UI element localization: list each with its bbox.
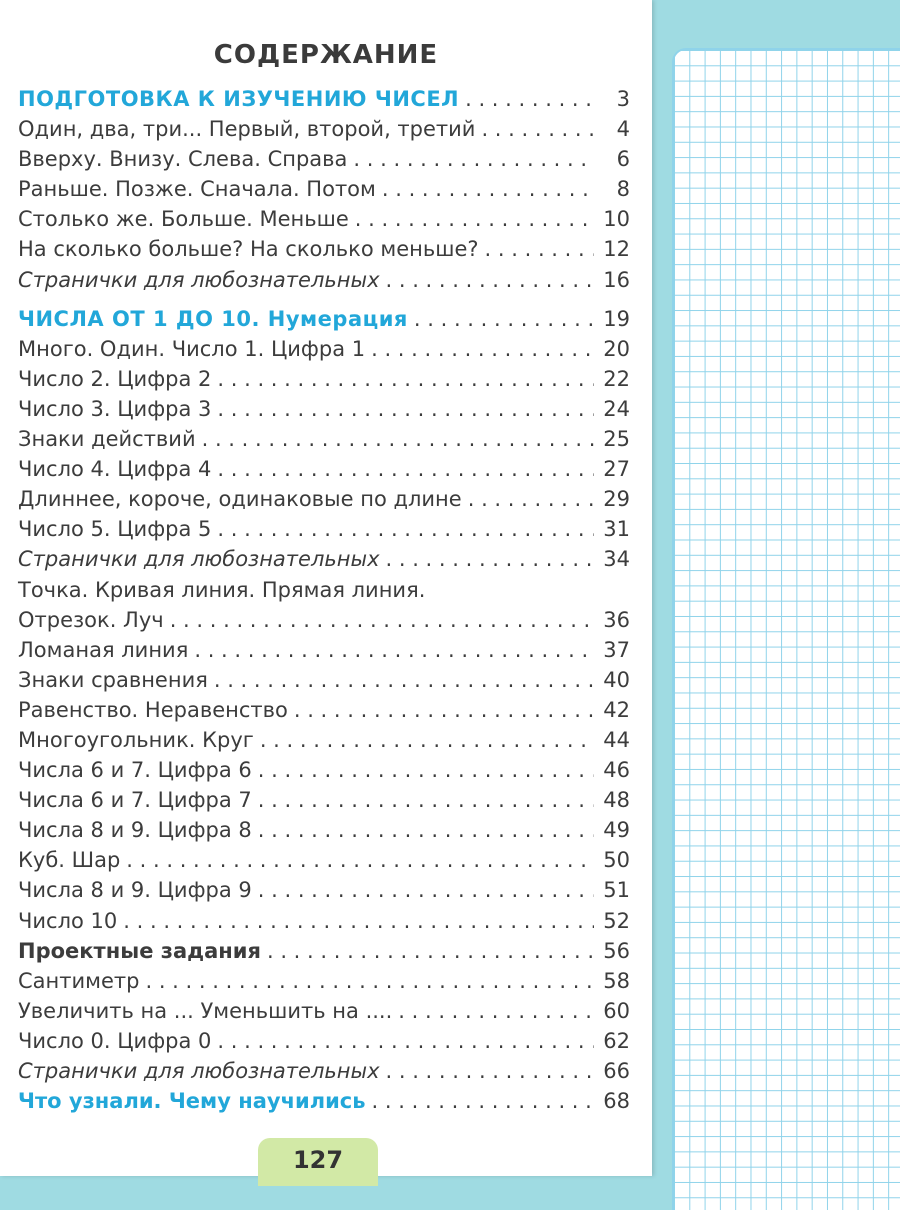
toc-entry-title: Числа 6 и 7. Цифра 7 xyxy=(18,788,252,813)
page-title: СОДЕРЖАНИЕ xyxy=(213,40,439,70)
dot-leader xyxy=(194,638,594,662)
dot-leader xyxy=(386,547,595,571)
toc-entry-title: Числа 6 и 7. Цифра 6 xyxy=(18,758,252,783)
toc-entry xyxy=(18,1059,630,1089)
toc-entry-page: 34 xyxy=(603,547,630,572)
toc-entry-title: Число 3. Цифра 3 xyxy=(18,396,212,421)
toc-entry-title: Многоугольник. Круг xyxy=(18,727,254,752)
toc-entry-title: Знаки сравнения xyxy=(18,667,208,692)
toc-entry-page: 25 xyxy=(603,427,630,452)
toc-entry-title: Странички для любознательных xyxy=(18,1059,380,1083)
toc-entry-page: 29 xyxy=(603,487,630,512)
dot-leader xyxy=(465,87,594,111)
toc-entry xyxy=(18,117,630,147)
dot-leader xyxy=(371,337,594,361)
toc-entry-title: Знаки действий xyxy=(18,427,196,452)
toc-entry-title: Раньше. Позже. Сначала. Потом xyxy=(18,177,376,202)
toc-entry-title: Ломаная линия xyxy=(18,637,189,662)
toc-entry xyxy=(18,177,630,207)
toc-entry-title: Вверху. Внизу. Слева. Справа xyxy=(18,147,348,172)
toc-entry xyxy=(18,87,630,117)
toc-entry xyxy=(18,969,630,999)
toc-entry-page: 12 xyxy=(603,237,630,262)
toc-entry-title: Числа 8 и 9. Цифра 9 xyxy=(18,878,252,903)
toc-entry-page: 22 xyxy=(603,366,630,391)
toc-entry-title: Один, два, три... Первый, второй, третий xyxy=(18,117,476,142)
dot-leader xyxy=(123,909,594,933)
toc-entry-page: 48 xyxy=(603,788,630,813)
dot-leader xyxy=(258,758,594,782)
toc-entry xyxy=(18,848,630,878)
toc-entry-page: 36 xyxy=(603,607,630,632)
dot-leader xyxy=(202,427,594,451)
toc-entry xyxy=(18,608,630,638)
toc-entry xyxy=(18,237,630,267)
toc-entry xyxy=(18,367,630,397)
toc-entry-page: 16 xyxy=(603,267,630,292)
toc-entry-page: 4 xyxy=(616,117,630,142)
dot-leader xyxy=(267,939,594,963)
dot-leader xyxy=(258,788,594,812)
page-number: 127 xyxy=(258,1138,378,1186)
toc-entry-title: Увеличить на ... Уменьшить на .... xyxy=(18,998,393,1023)
toc-entry-title: Много. Один. Число 1. Цифра 1 xyxy=(18,336,366,361)
dot-leader xyxy=(145,969,594,993)
toc-entry-page: 27 xyxy=(603,457,630,482)
toc-entry-page: 20 xyxy=(603,336,630,361)
toc-entry-page: 56 xyxy=(603,938,630,963)
toc-entry xyxy=(18,638,630,668)
toc-entry xyxy=(18,788,630,818)
toc-entry-page: 37 xyxy=(603,637,630,662)
dot-leader xyxy=(126,848,594,872)
toc-entry-title: Число 10 xyxy=(18,908,118,933)
toc-entry-page: 19 xyxy=(603,306,630,331)
dot-leader xyxy=(217,1029,594,1053)
toc-entry-title: Длиннее, короче, одинаковые по длине xyxy=(18,487,462,512)
dot-leader xyxy=(468,487,594,511)
toc-entry-title: Проектные задания xyxy=(18,938,261,963)
toc-entry-page: 51 xyxy=(603,878,630,903)
toc-entry-title: Странички для любознательных xyxy=(18,547,380,572)
dot-leader xyxy=(217,517,594,541)
dot-leader xyxy=(258,818,594,842)
toc-entry-page: 3 xyxy=(616,87,630,111)
toc-entry-title: Столько же. Больше. Меньше xyxy=(18,207,349,232)
toc-entry xyxy=(18,547,630,577)
dot-leader xyxy=(217,367,594,391)
toc-entry xyxy=(18,427,630,457)
toc-entry xyxy=(18,517,630,547)
dot-leader xyxy=(414,307,594,331)
toc-entry-page: 8 xyxy=(616,177,630,202)
toc-entry-page: 46 xyxy=(603,758,630,783)
dot-leader xyxy=(382,177,594,201)
toc-entry-page: 58 xyxy=(603,968,630,993)
toc-entry xyxy=(18,147,630,177)
toc-entry xyxy=(18,878,630,908)
toc-entry-page: 6 xyxy=(616,147,630,172)
dot-leader xyxy=(217,457,594,481)
toc-entry-page: 31 xyxy=(603,517,630,542)
toc-entry-title: Точка. Кривая линия. Прямая линия. xyxy=(18,577,426,602)
toc-entry-title: Число 0. Цифра 0 xyxy=(18,1028,212,1053)
dot-leader xyxy=(260,728,594,752)
toc-entry xyxy=(18,909,630,939)
toc-entry-page: 62 xyxy=(603,1028,630,1053)
dot-leader xyxy=(386,1059,595,1083)
toc-entry-title: Число 4. Цифра 4 xyxy=(18,457,212,482)
toc-entry xyxy=(18,758,630,788)
toc-entry xyxy=(18,268,630,298)
toc-entry-title: Куб. Шар xyxy=(18,848,121,873)
toc-entry-title: Числа 8 и 9. Цифра 8 xyxy=(18,818,252,843)
dot-leader xyxy=(258,878,594,902)
table-of-contents xyxy=(18,87,630,1119)
toc-entry-page: 66 xyxy=(603,1059,630,1083)
graph-paper-grid xyxy=(672,48,900,1210)
dot-leader xyxy=(355,207,594,231)
dot-leader xyxy=(485,237,594,261)
toc-entry-page: 10 xyxy=(603,207,630,232)
dot-leader xyxy=(214,668,594,692)
toc-entry-page: 49 xyxy=(603,818,630,843)
toc-entry-title: На сколько больше? На сколько меньше? xyxy=(18,237,479,262)
toc-entry xyxy=(18,487,630,517)
dot-leader xyxy=(481,117,594,141)
dot-leader xyxy=(294,698,594,722)
toc-entry-page: 68 xyxy=(603,1089,630,1114)
toc-entry xyxy=(18,337,630,367)
toc-entry-title: Странички для любознательных xyxy=(18,267,380,292)
toc-entry xyxy=(18,1089,630,1119)
toc-entry xyxy=(18,1029,630,1059)
toc-entry-title: Число 2. Цифра 2 xyxy=(18,366,212,391)
toc-entry-page: 40 xyxy=(603,667,630,692)
toc-entry xyxy=(18,668,630,698)
toc-entry-title: Отрезок. Луч xyxy=(18,607,164,632)
toc-entry xyxy=(18,397,630,427)
toc-entry-title: Сантиметр xyxy=(18,968,140,993)
toc-entry-title: ПОДГОТОВКА К ИЗУЧЕНИЮ ЧИСЕЛ xyxy=(18,87,460,111)
dot-leader xyxy=(353,147,594,171)
dot-leader xyxy=(217,397,594,421)
toc-entry-page: 52 xyxy=(603,908,630,933)
toc-entry xyxy=(18,698,630,728)
dot-leader xyxy=(372,1089,594,1113)
toc-entry xyxy=(18,818,630,848)
toc-entry xyxy=(18,728,630,758)
toc-entry-page: 60 xyxy=(603,998,630,1023)
toc-entry xyxy=(18,578,630,608)
toc-entry-page: 24 xyxy=(603,396,630,421)
toc-entry xyxy=(18,457,630,487)
toc-entry-page: 42 xyxy=(603,697,630,722)
dot-leader xyxy=(386,268,595,292)
toc-entry-title: Что узнали. Чему научились xyxy=(18,1089,366,1114)
toc-entry xyxy=(18,939,630,969)
dot-leader xyxy=(170,608,594,632)
toc-entry xyxy=(18,207,630,237)
toc-entry-title: ЧИСЛА ОТ 1 ДО 10. Нумерация xyxy=(18,306,408,331)
toc-entry-page: 44 xyxy=(603,727,630,752)
toc-entry-page: 50 xyxy=(603,848,630,873)
toc-entry-title: Равенство. Неравенство xyxy=(18,697,288,722)
toc-entry xyxy=(18,999,630,1029)
toc-entry xyxy=(18,307,630,337)
dot-leader xyxy=(398,999,594,1023)
toc-entry-title: Число 5. Цифра 5 xyxy=(18,517,212,542)
